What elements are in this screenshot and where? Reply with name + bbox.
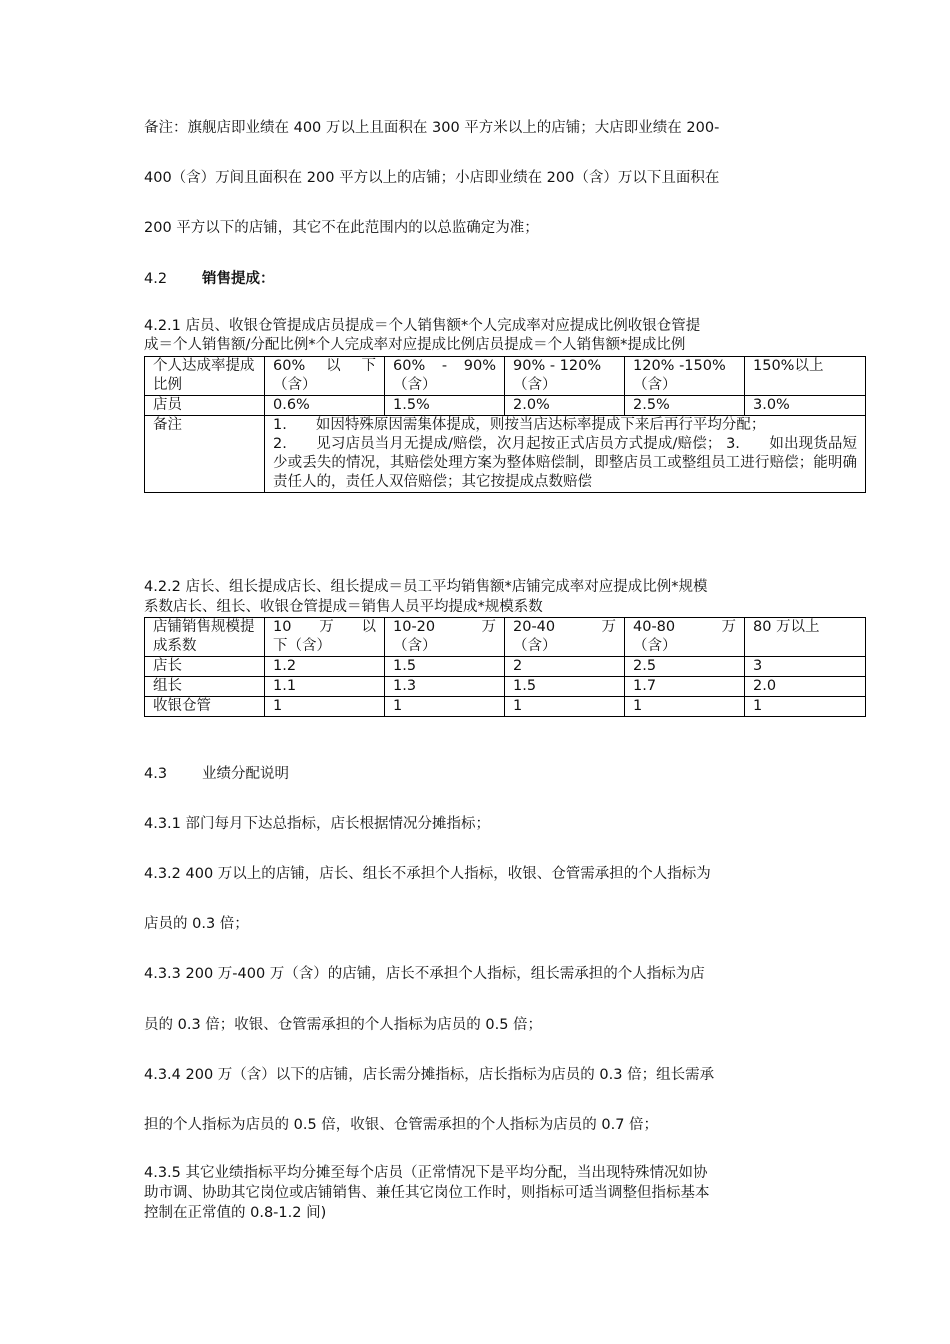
table-cell: 80 万以上 [745, 618, 866, 657]
table-header-row [145, 357, 866, 396]
table-cell: 个人达成率提成比例 [145, 357, 265, 396]
table-cell: 3 [745, 657, 866, 677]
section-4-3-4-line-2: 担的个人指标为店员的 0.5 倍，收银、仓管需承担的个人指标为店员的 0.7 倍； [144, 1117, 659, 1133]
section-4-2-2-line-2: 系数店长、组长、收银仓管提成＝销售人员平均提成*规模系数 [144, 599, 543, 615]
table-cell: 20-40 万（含） [505, 618, 625, 657]
section-4-3-1: 4.3.1 部门每月下达总指标，店长根据情况分摊指标； [144, 816, 491, 832]
table-cell: 90% - 120%（含） [505, 357, 625, 396]
section-4-2-heading [144, 267, 275, 288]
section-4-3-2-line-2: 店员的 0.3 倍； [144, 916, 249, 932]
table-cell: 10 万 以 下（含） [265, 618, 385, 657]
section-4-3-3-line-1: 4.3.3 200 万-400 万（含）的店铺，店长不承担个人指标，组长需承担的个人指标为店 [144, 966, 705, 982]
table-cell: 1 [385, 697, 505, 717]
table-cell: 60% 以 下（含） [265, 357, 385, 396]
section-number: 4.2 [144, 271, 168, 287]
table-cell: 2 [505, 657, 625, 677]
table-cell: 店铺销售规模提成系数 [145, 618, 265, 657]
section-title: 业绩分配说明 [202, 766, 289, 782]
table-cell: 店员 [145, 396, 265, 416]
scale-coefficient-table [144, 617, 866, 717]
table-cell: 40-80 万（含） [625, 618, 745, 657]
table-cell: 1.3 [385, 677, 505, 697]
table-cell: 60% - 90%（含） [385, 357, 505, 396]
table-note-row [145, 416, 866, 493]
note-item-2: 2. 见习店员当月无提成/赔偿，次月起按正式店员方式提成/赔偿； 3. 如出现货品短少或丢失的情况，其赔偿处理方案为整体赔偿制，即整店员工或整组员工进行赔偿；能明确责任人的，责任人双倍赔偿；其它按提成点数赔偿 [273, 436, 857, 490]
table-cell: 1.2 [265, 657, 385, 677]
table-cell: 店长 [145, 657, 265, 677]
section-4-3-5-line-3: 控制在正常值的 0.8-1.2 间) [144, 1205, 327, 1221]
table-header-row [145, 618, 866, 657]
table-cell: 0.6% [265, 396, 385, 416]
table-cell: 1.5 [385, 657, 505, 677]
note-line-1: 备注：旗舰店即业绩在 400 万以上且面积在 300 平方米以上的店铺；大店即业绩在 200- [144, 120, 720, 136]
table-cell: 120% -150%（含） [625, 357, 745, 396]
table-cell: 收银仓管 [145, 697, 265, 717]
table-row [145, 657, 866, 677]
section-number: 4.3 [144, 766, 168, 782]
table-cell: 2.0% [505, 396, 625, 416]
table-cell: 1.5 [505, 677, 625, 697]
section-4-3-heading [144, 762, 289, 783]
table-cell: 1 [625, 697, 745, 717]
table-cell: 1.7 [625, 677, 745, 697]
table-cell: 1 [745, 697, 866, 717]
table-cell: 1.1 [265, 677, 385, 697]
table-cell: 备注 [145, 416, 265, 493]
section-4-3-4-line-1: 4.3.4 200 万（含）以下的店铺，店长需分摊指标，店长指标为店员的 0.3 倍；组长需承 [144, 1067, 715, 1083]
table-row [145, 677, 866, 697]
table-cell: 3.0% [745, 396, 866, 416]
note-item-1: 1. 如因特殊原因需集体提成，则按当店达标率提成下来后再行平均分配； [273, 417, 766, 433]
table-cell: 2.5% [625, 396, 745, 416]
table-cell: 1.5% [385, 396, 505, 416]
table-row [145, 396, 866, 416]
table-cell: 1 [265, 697, 385, 717]
section-4-2-2-line-1: 4.2.2 店长、组长提成店长、组长提成＝员工平均销售额*店铺完成率对应提成比例*规模 [144, 579, 708, 595]
section-title: 销售提成： [202, 271, 275, 287]
section-4-3-5-line-2: 助市调、协助其它岗位或店铺销售、兼任其它岗位工作时，则指标可适当调整但指标基本 [144, 1185, 710, 1201]
section-4-2-1-line-2: 成＝个人销售额/分配比例*个人完成率对应提成比例店员提成＝个人销售额*提成比例 [144, 337, 686, 353]
section-4-3-2-line-1: 4.3.2 400 万以上的店铺，店长、组长不承担个人指标，收银、仓管需承担的个人指标为 [144, 866, 711, 882]
table-cell: 组长 [145, 677, 265, 697]
section-4-2-1-line-1: 4.2.1 店员、收银仓管提成店员提成＝个人销售额*个人完成率对应提成比例收银仓管提 [144, 318, 701, 334]
section-4-3-5-line-1: 4.3.5 其它业绩指标平均分摊至每个店员（正常情况下是平均分配，当出现特殊情况如协 [144, 1165, 708, 1181]
table-cell: 10-20 万（含） [385, 618, 505, 657]
table-cell: 2.0 [745, 677, 866, 697]
note-line-3: 200 平方以下的店铺，其它不在此范围内的以总监确定为准； [144, 220, 539, 236]
table-row [145, 697, 866, 717]
commission-rate-table [144, 356, 866, 493]
table-note-cell [265, 416, 866, 493]
table-cell: 1 [505, 697, 625, 717]
table-cell: 150%以上 [745, 357, 866, 396]
section-4-3-3-line-2: 员的 0.3 倍；收银、仓管需承担的个人指标为店员的 0.5 倍； [144, 1017, 543, 1033]
table-cell: 2.5 [625, 657, 745, 677]
note-line-2: 400（含）万间且面积在 200 平方以上的店铺；小店即业绩在 200（含）万以下且面积在 [144, 170, 720, 186]
